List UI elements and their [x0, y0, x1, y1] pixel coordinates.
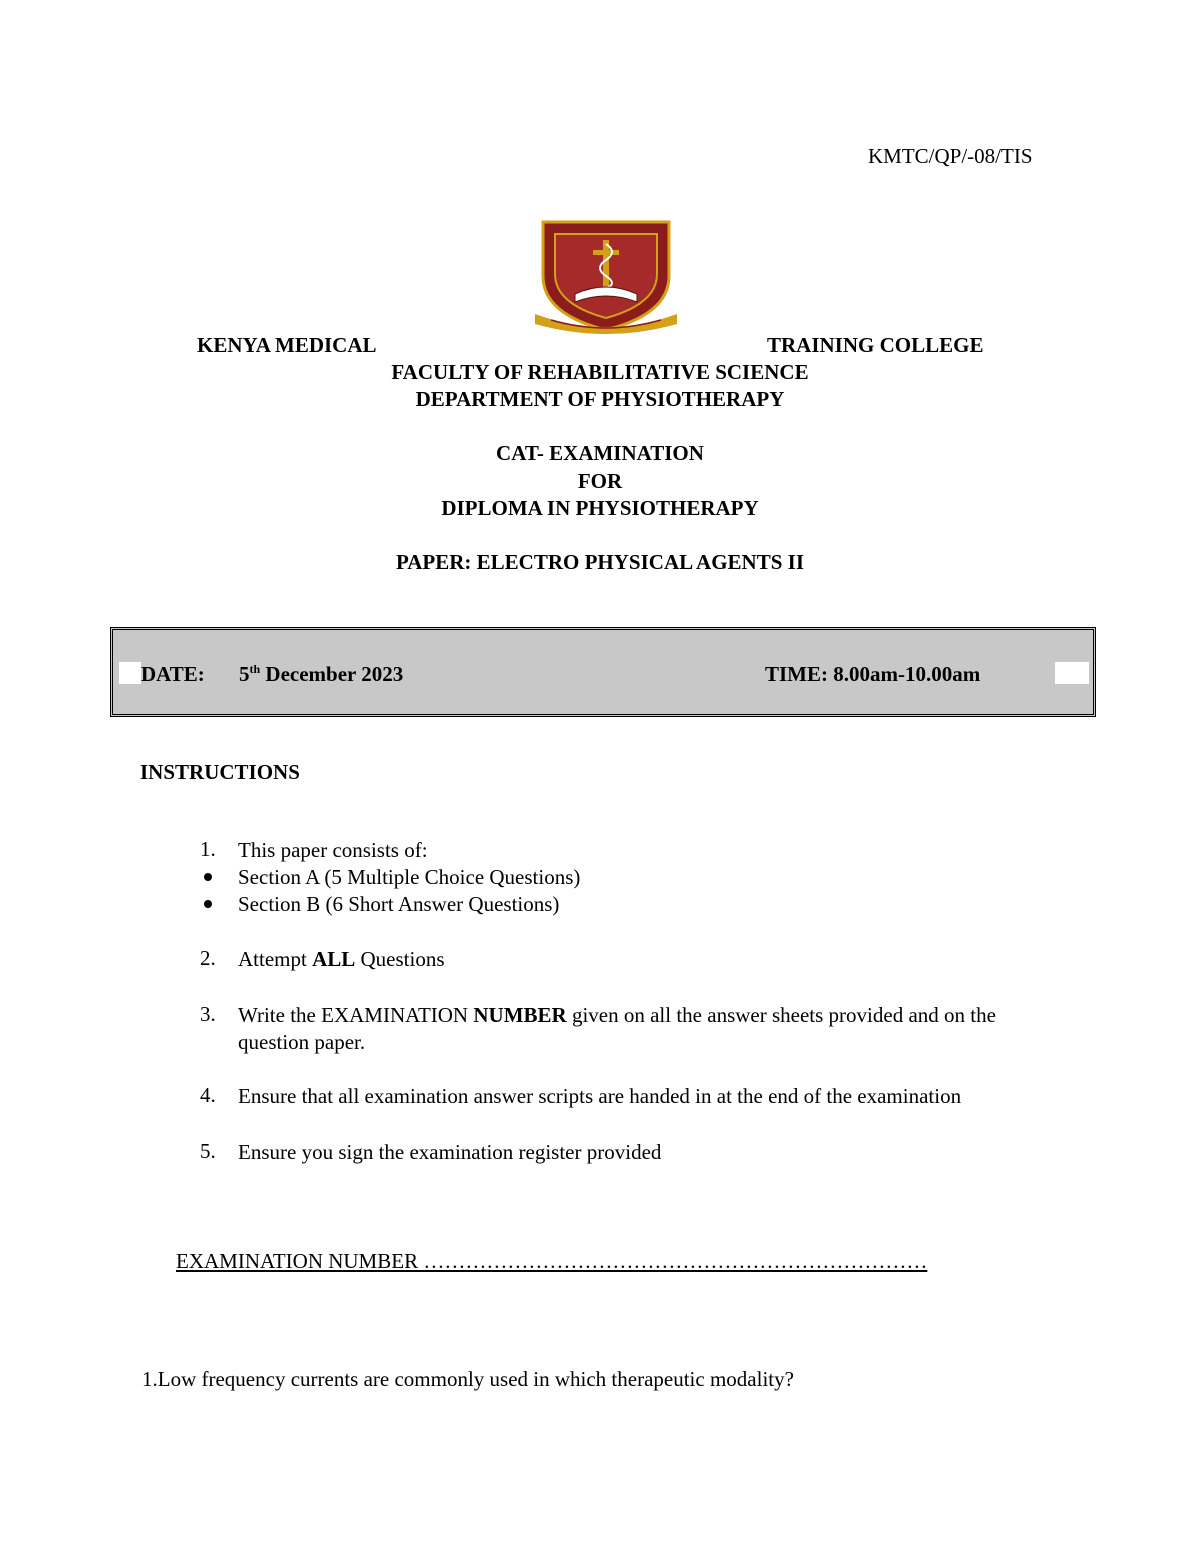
paper-title: PAPER: ELECTRO PHYSICAL AGENTS II [395, 550, 805, 574]
instruction-text [238, 1002, 1068, 1056]
college-name-right: TRAINING COLLEGE [767, 333, 984, 357]
date-box-left-marker [119, 662, 141, 684]
kmtc-crest-logo [533, 214, 679, 336]
examination-number-field: EXAMINATION NUMBER ……………………………………………………………… [176, 1249, 928, 1273]
text-part: Questions [355, 947, 445, 971]
bullet-icon [204, 900, 212, 908]
bullet-text: Section A (5 Multiple Choice Questions) [238, 865, 581, 889]
program-name: DIPLOMA IN PHYSIOTHERAPY [441, 496, 759, 520]
faculty-name: FACULTY OF REHABILITATIVE SCIENCE [391, 360, 809, 384]
instruction-number: 3. [200, 1002, 216, 1026]
instruction-text: Ensure you sign the examination register provided [238, 1140, 662, 1164]
department-name: DEPARTMENT OF PHYSIOTHERAPY [415, 387, 785, 411]
text-part: Attempt [238, 947, 313, 971]
text-part: Write the EXAMINATION [238, 1003, 474, 1027]
exam-title: CAT- EXAMINATION [496, 441, 704, 465]
document-reference-code: KMTC/QP/-08/TIS [868, 144, 1033, 168]
date-label: DATE: [141, 662, 205, 686]
instruction-number: 1. [200, 837, 216, 861]
date-suffix: th [249, 662, 261, 676]
instruction-text [238, 946, 1068, 973]
date-value [239, 662, 403, 687]
date-rest: December 2023 [260, 662, 404, 686]
emphasis-number: NUMBER [473, 1003, 567, 1027]
college-name-left: KENYA MEDICAL [197, 333, 377, 357]
exam-for-label: FOR [577, 469, 623, 493]
date-time-box [110, 627, 1096, 717]
question-1: 1.Low frequency currents are commonly used in which therapeutic modality? [142, 1367, 794, 1391]
bullet-text: Section B (6 Short Answer Questions) [238, 892, 560, 916]
instruction-number: 5. [200, 1139, 216, 1163]
instruction-number: 2. [200, 946, 216, 970]
instruction-text: This paper consists of: [238, 838, 428, 862]
instruction-number: 4. [200, 1083, 216, 1107]
instruction-text: Ensure that all examination answer scripts are handed in at the end of the examination [238, 1084, 962, 1108]
text-part: given on all the answer sheets provided and on the question paper. [238, 1003, 996, 1054]
date-day: 5 [239, 662, 250, 686]
time-value: TIME: 8.00am-10.00am [765, 662, 981, 686]
bullet-icon [204, 873, 212, 881]
emphasis-all: ALL [312, 947, 356, 971]
instructions-title: INSTRUCTIONS [140, 760, 300, 784]
date-box-right-marker [1055, 662, 1089, 684]
